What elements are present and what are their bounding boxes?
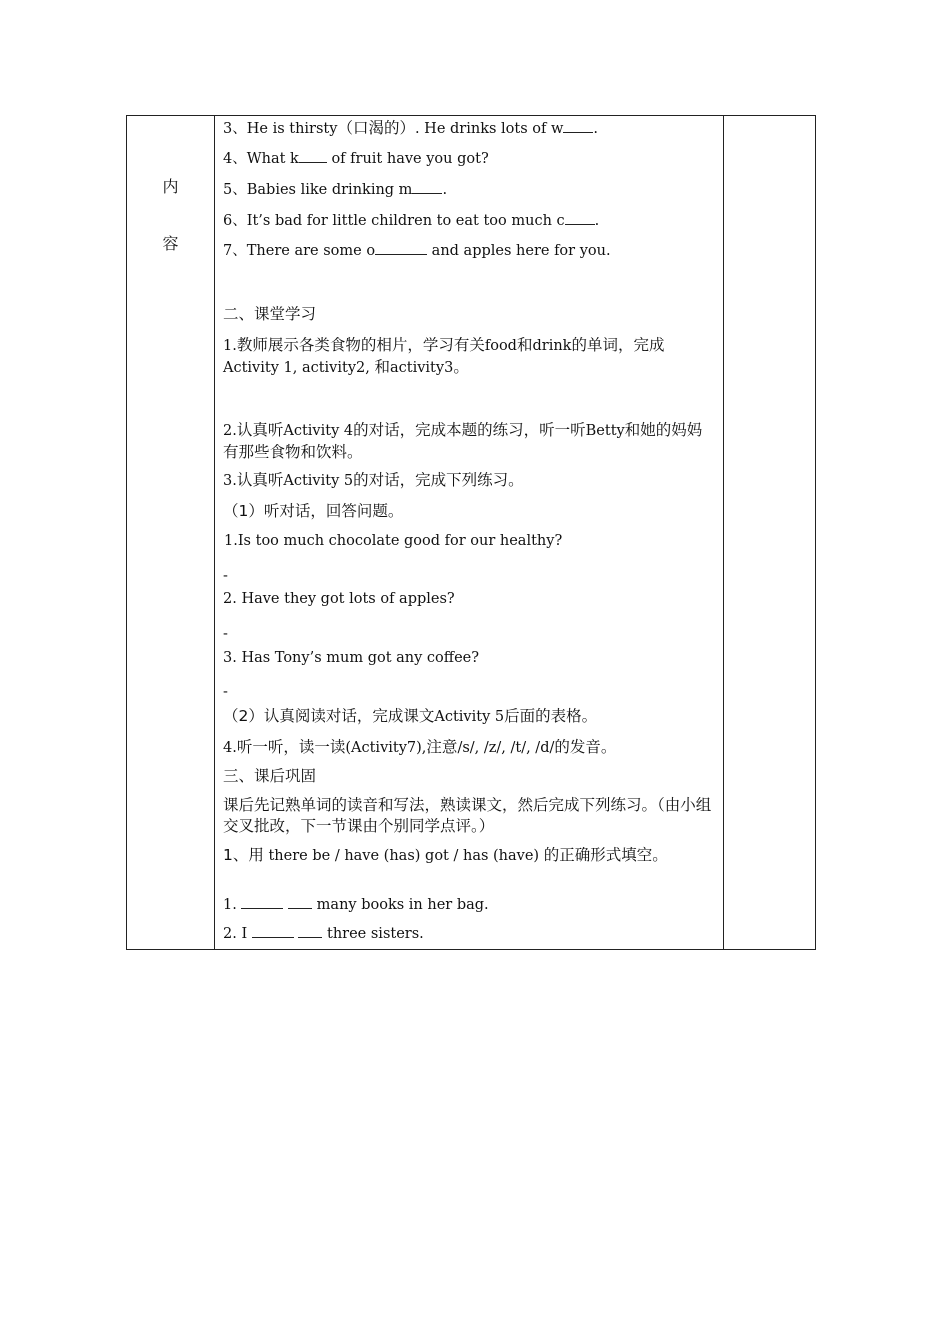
question-3: 3. Has Tony’s mum got any coffee? [223, 650, 480, 666]
question-1: 1.Is too much chocolate good for our healthy? [224, 533, 563, 549]
class-item-1: 1.教师展示各类食物的相片，学习有关food和drink的单词，完成Activity 1, activity2, 和activity3。 [223, 336, 665, 376]
answer-blank[interactable] [563, 118, 593, 133]
lesson-plan-table [126, 115, 816, 950]
class-item-3: 3.认真听Activity 5的对话，完成下列练习。 [223, 471, 524, 489]
fill-in-item-6: 6、It’s bad for little children to eat too much c . [223, 210, 717, 232]
answer-dash: - [223, 568, 228, 584]
table-row [127, 116, 816, 950]
answer-blank[interactable] [565, 210, 595, 225]
class-item-4: 4.听一听，读一读(Activity7),注意/s/, /z/, /t/, /d/的发音。 [223, 738, 617, 756]
section-3-heading: 三、课后巩固 [223, 767, 317, 785]
question-2: 2. Have they got lots of apples? [223, 591, 455, 607]
answer-dash: - [223, 684, 228, 700]
answer-blank[interactable] [298, 923, 322, 938]
homework-intro: 课后先记熟单词的读音和写法，熟读课文，然后完成下列练习。（由小组交叉批改，下一节课由个别同学点评。） [223, 796, 712, 835]
content-column [215, 116, 724, 950]
sub-task-2: （2）认真阅读对话，完成课文Activity 5后面的表格。 [223, 707, 598, 725]
fill-in-item-5: 5、Babies like drinking m . [223, 179, 717, 201]
fill-in-item-3: 3、He is thirsty（口渴的）. He drinks lots of w . [223, 119, 599, 137]
section-2-heading: 二、课堂学习 [223, 305, 317, 323]
answer-blank[interactable] [241, 894, 283, 909]
fill-in-item-4: 4、What k of fruit have you got? [223, 148, 717, 170]
answer-blank[interactable] [375, 240, 427, 255]
side-label-char-2: 容 [162, 234, 179, 253]
exercise-1-instruction: 1、用 there be / have (has) got / has (have) 的正确形式填空。 [223, 846, 668, 864]
fill-in-item-7: 7、There are some o and apples here for you. [223, 240, 717, 262]
exercise-sentence-1: 1. many books in her bag. [223, 894, 717, 916]
exercise-sentence-2: 2. I three sisters. [223, 923, 717, 945]
class-item-2: 2.认真听Activity 4的对话，完成本题的练习，听一听Betty和她的妈妈有那些食物和饮料。 [223, 421, 703, 461]
answer-blank[interactable] [288, 894, 312, 909]
answer-blank[interactable] [252, 923, 294, 938]
answer-dash: - [223, 626, 228, 642]
answer-blank[interactable] [412, 179, 442, 194]
sub-task-1: （1）听对话，回答问题。 [223, 502, 404, 520]
side-label-char-1: 内 [162, 177, 179, 196]
notes-column [724, 116, 816, 950]
answer-blank[interactable] [299, 148, 327, 163]
